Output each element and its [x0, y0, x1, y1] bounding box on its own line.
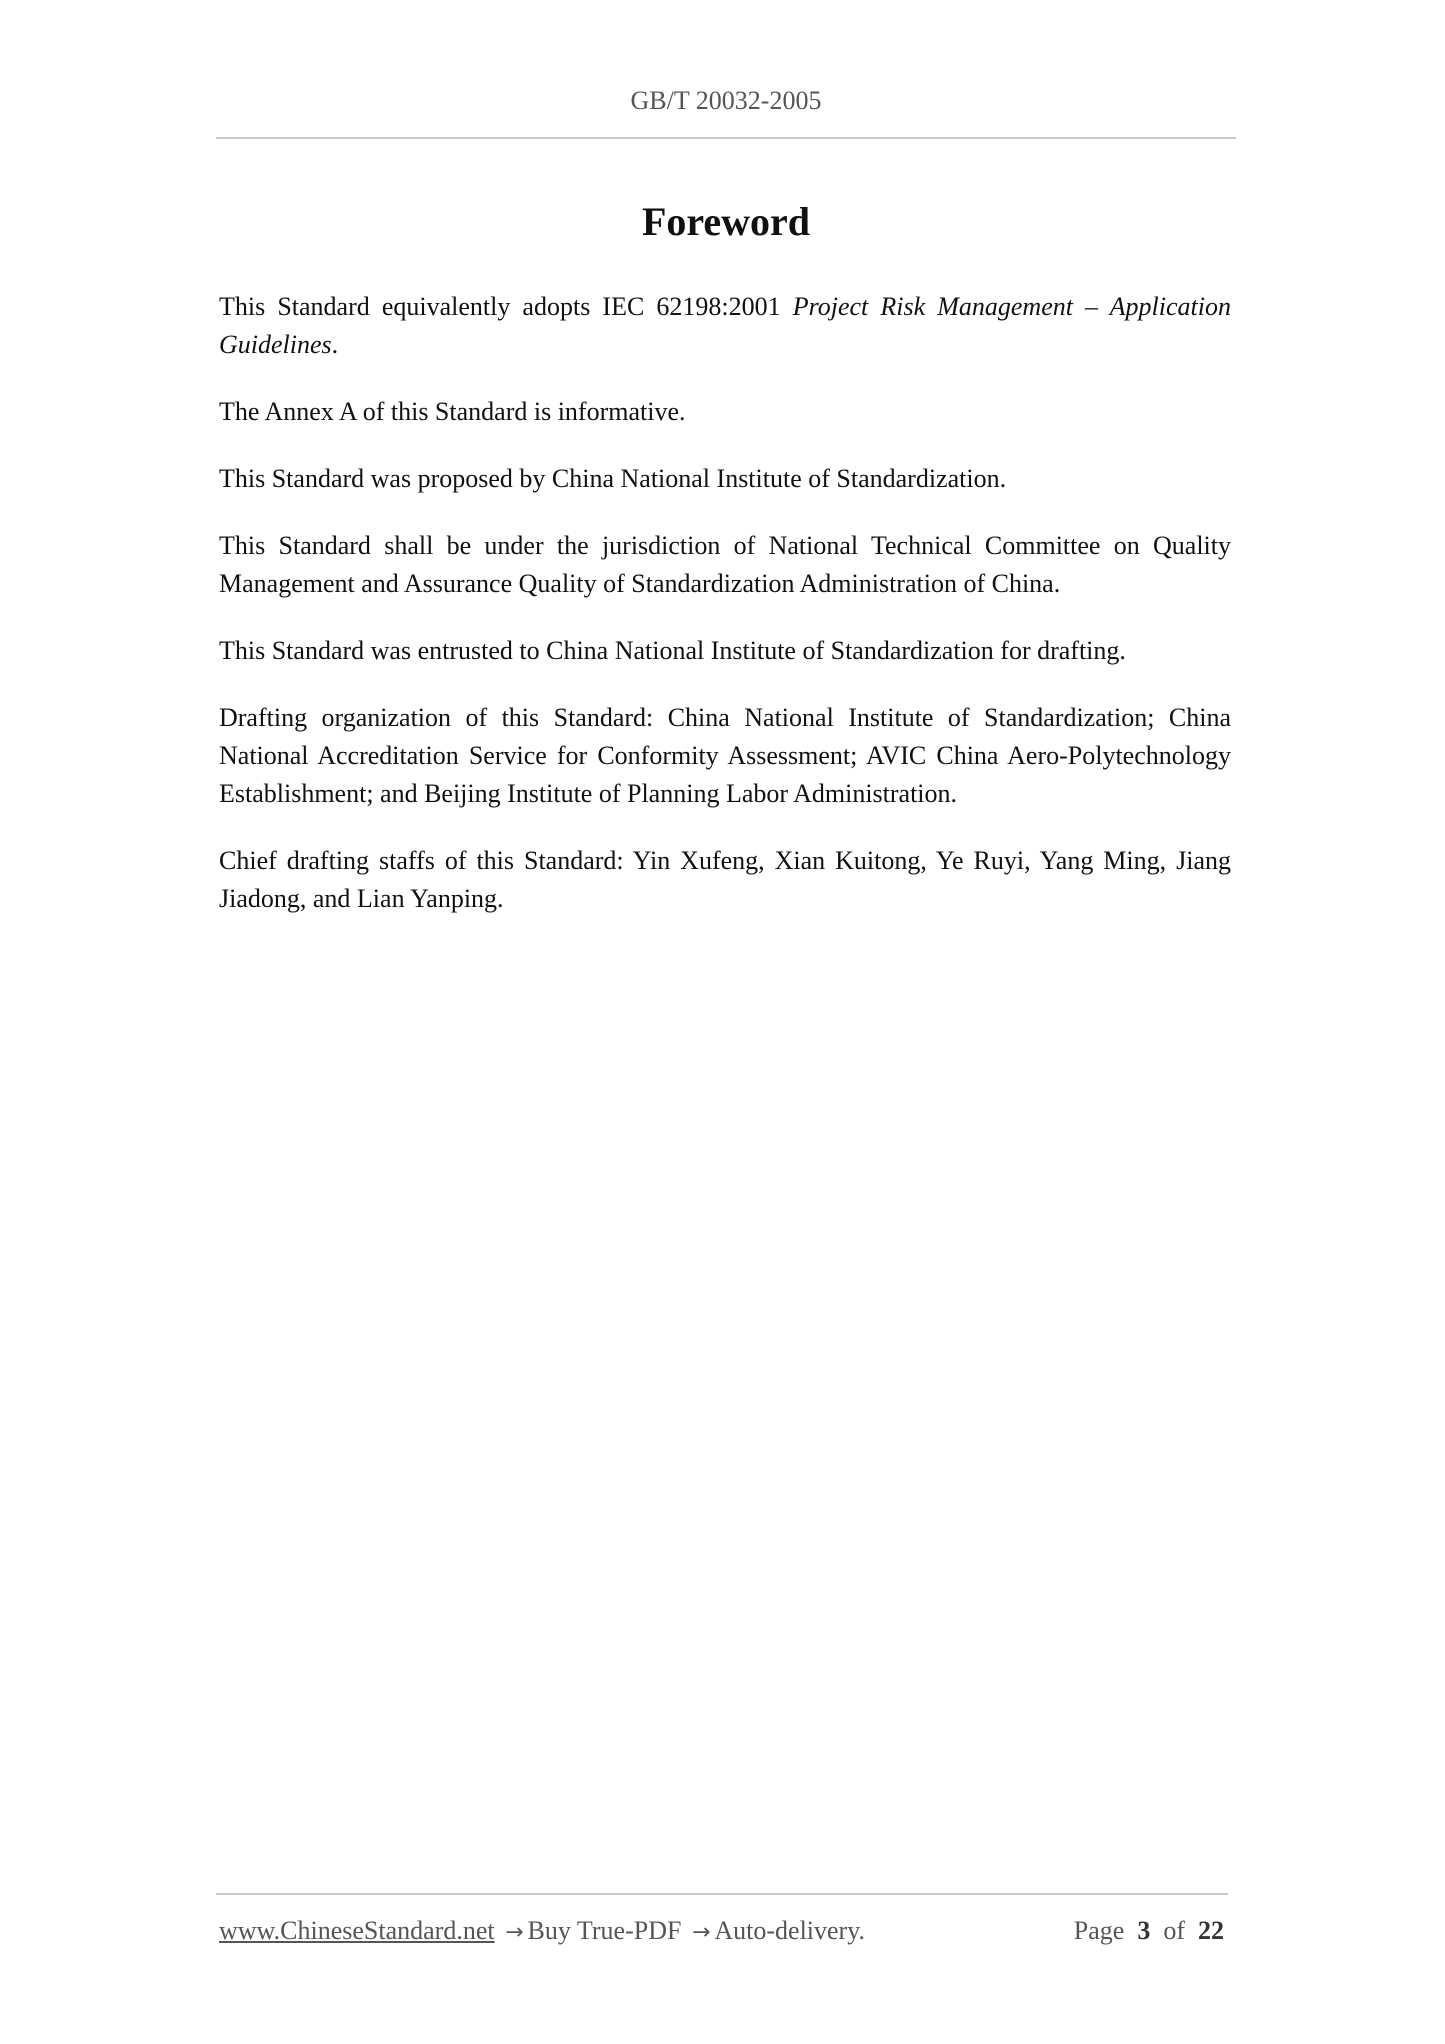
delivery-text: Auto-delivery.: [714, 1916, 866, 1945]
buy-text: Buy True-PDF: [527, 1916, 682, 1945]
page-of-label: of: [1163, 1916, 1185, 1945]
paragraph-entrusted: This Standard was entrusted to China National Institute of Standardization for drafting.: [219, 636, 1126, 665]
footer-promo: [219, 1912, 865, 1952]
page-number: [1074, 1912, 1224, 1950]
arrow-right-icon: →: [505, 1920, 524, 1945]
arrow-right-icon: →: [691, 1920, 711, 1945]
page-label: Page: [1073, 1916, 1125, 1945]
paragraph-drafting-organization: Drafting organization of this Standard: China National Institute of Standardization; China National Accreditation Service for Conformity Assessment; AVIC China Aero-Polytechnology Establishment; and Beijing Institute of Planning Labor Administration.: [219, 703, 1231, 808]
adoption-text: This Standard equivalently adopts IEC 62198:2001: [219, 292, 793, 321]
paragraph-jurisdiction: This Standard shall be under the jurisdiction of National Technical Committee on Quality Management and Assurance Quality of Standardization Administration of China.: [219, 531, 1231, 598]
paragraph-proposed-by: This Standard was proposed by China National Institute of Standardization.: [219, 464, 1007, 493]
website-link[interactable]: www.ChineseStandard.net: [219, 1916, 495, 1945]
paragraph-adoption: [219, 288, 1231, 364]
page-title: Foreword: [641, 199, 811, 244]
page-current: 3: [1137, 1916, 1151, 1945]
foreword-body: [219, 288, 1231, 947]
page-total: 22: [1198, 1916, 1224, 1945]
page-header: GB/T 20032-2005: [630, 86, 822, 115]
paragraph-annex: The Annex A of this Standard is informative.: [219, 397, 686, 426]
paragraph-chief-drafters: Chief drafting staffs of this Standard: Yin Xufeng, Xian Kuitong, Ye Ruyi, Yang Ming, Jiang Jiadong, and Lian Yanping.: [219, 846, 1231, 913]
header-divider: [216, 137, 1236, 139]
adoption-end: .: [331, 330, 339, 359]
footer-divider: [216, 1893, 1228, 1895]
adopted-standard-title: Project Risk Management – Application Guidelines: [219, 292, 1231, 359]
